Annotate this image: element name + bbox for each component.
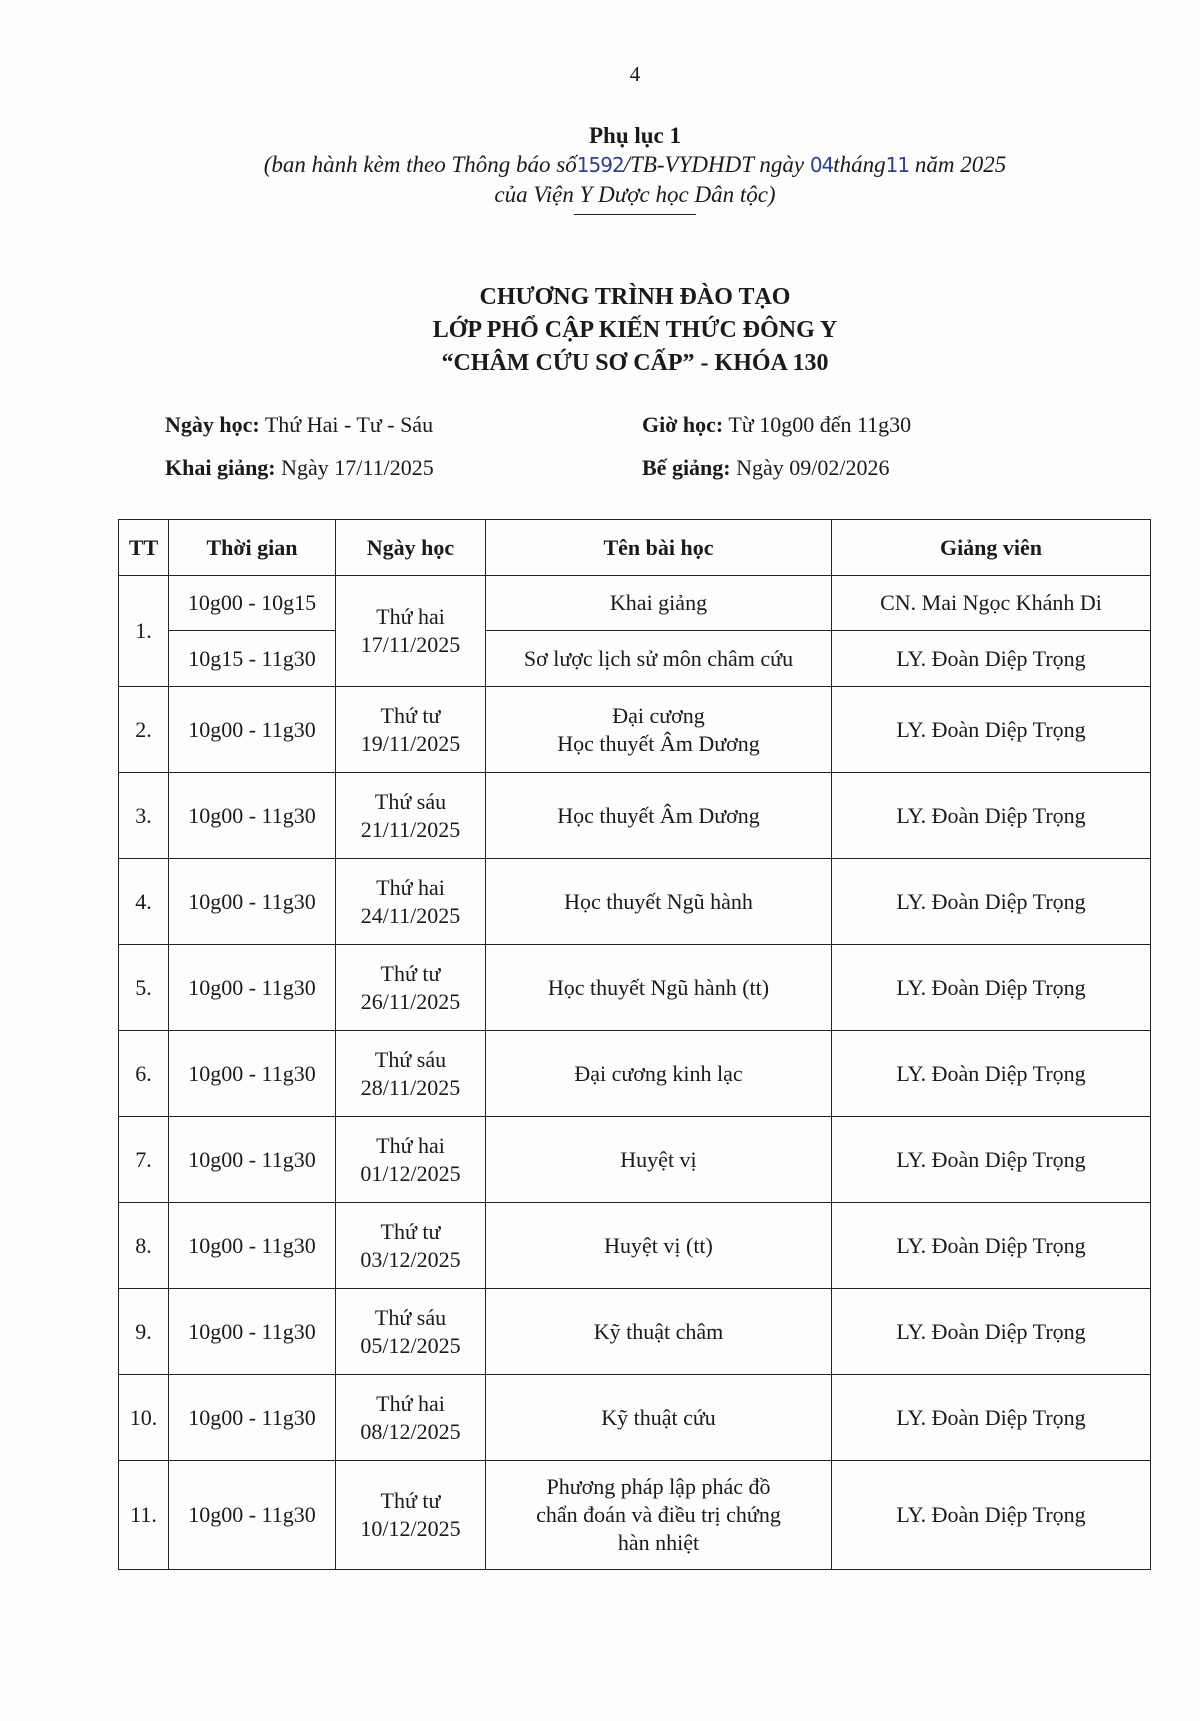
cell-lesson: Học thuyết Ngũ hành (tt) [486,945,832,1031]
appendix-title: Phụ lục 1 [588,123,682,148]
cell-date: Thứ sáu 21/11/2025 [336,773,486,859]
cell-lecturer: LY. Đoàn Diệp Trọng [832,687,1151,773]
cell-time: 10g00 - 11g30 [169,773,336,859]
table-row [119,1117,1151,1203]
table-row [119,773,1151,859]
cell-lecturer: LY. Đoàn Diệp Trọng [832,859,1151,945]
appendix-month-label: tháng [833,152,886,177]
cell-lesson: Khai giảng [486,576,832,631]
table-row [119,576,1151,631]
appendix-year: năm 2025 [914,152,1007,177]
cell-tt: 7. [119,1117,169,1203]
table-row [119,1203,1151,1289]
study-hours [642,412,911,438]
study-days-value: Thứ Hai - Tư - Sáu [264,412,434,437]
study-days-label: Ngày học: [165,412,260,437]
cell-lecturer: LY. Đoàn Diệp Trọng [832,1289,1151,1375]
cell-time: 10g00 - 11g30 [169,945,336,1031]
schedule-table [118,519,1151,1570]
header-lecturer: Giảng viên [832,520,1151,576]
cell-tt: 11. [119,1461,169,1570]
closing-date-label: Bế giảng: [642,455,731,480]
cell-lesson: Kỹ thuật cứu [486,1375,832,1461]
handwritten-notice-number: 1592 [576,153,624,177]
opening-date-label: Khai giảng: [165,455,276,480]
table-row [119,1461,1151,1570]
cell-time: 10g00 - 11g30 [169,1289,336,1375]
opening-date-value: Ngày 17/11/2025 [281,455,434,480]
cell-lesson: Học thuyết Âm Dương [486,773,832,859]
cell-time: 10g00 - 10g15 [169,576,336,631]
study-days [165,412,433,438]
cell-tt: 3. [119,773,169,859]
handwritten-month: 11 [885,153,910,177]
program-title-line-2: LỚP PHỔ CẬP KIẾN THỨC ĐÔNG Y [432,317,838,343]
appendix-reference-line [0,150,1200,180]
cell-time: 10g00 - 11g30 [169,1117,336,1203]
cell-tt: 2. [119,687,169,773]
cell-date: Thứ tư 10/12/2025 [336,1461,486,1570]
cell-tt: 4. [119,859,169,945]
cell-date: Thứ hai 17/11/2025 [336,576,486,687]
cell-lesson: Huyệt vị (tt) [486,1203,832,1289]
header-tt: TT [119,520,169,576]
page-number: 4 [629,62,641,86]
cell-time: 10g00 - 11g30 [169,687,336,773]
cell-time: 10g00 - 11g30 [169,1461,336,1570]
table-row [119,945,1151,1031]
cell-lecturer: LY. Đoàn Diệp Trọng [832,1461,1151,1570]
cell-lesson: Phương pháp lập phác đồ chẩn đoán và điều trị chứng hàn nhiệt [486,1461,832,1570]
header-lesson: Tên bài học [486,520,832,576]
header-time: Thời gian [169,520,336,576]
cell-date: Thứ hai 24/11/2025 [336,859,486,945]
cell-tt: 10. [119,1375,169,1461]
cell-date: Thứ hai 01/12/2025 [336,1117,486,1203]
cell-lesson: Sơ lược lịch sử môn châm cứu [486,631,832,687]
cell-lecturer: LY. Đoàn Diệp Trọng [832,1031,1151,1117]
cell-tt: 5. [119,945,169,1031]
table-row [119,1289,1151,1375]
cell-tt: 6. [119,1031,169,1117]
cell-lecturer: LY. Đoàn Diệp Trọng [832,773,1151,859]
table-row [119,1031,1151,1117]
study-hours-label: Giờ học: [642,412,724,437]
cell-lesson: Đại cương kinh lạc [486,1031,832,1117]
cell-time: 10g00 - 11g30 [169,1375,336,1461]
cell-tt: 9. [119,1289,169,1375]
cell-lecturer: LY. Đoàn Diệp Trọng [832,1375,1151,1461]
cell-lesson: Học thuyết Ngũ hành [486,859,832,945]
program-title-line-1: CHƯƠNG TRÌNH ĐÀO TẠO [479,284,791,310]
table-row [119,631,1151,687]
table-row [119,1375,1151,1461]
handwritten-day: 04 [809,153,834,177]
cell-lecturer: CN. Mai Ngọc Khánh Di [832,576,1151,631]
cell-date: Thứ tư 03/12/2025 [336,1203,486,1289]
table-header-row [119,520,1151,576]
cell-date: Thứ sáu 28/11/2025 [336,1031,486,1117]
cell-lecturer: LY. Đoàn Diệp Trọng [832,1203,1151,1289]
cell-tt: 8. [119,1203,169,1289]
cell-time: 10g00 - 11g30 [169,859,336,945]
cell-date: Thứ tư 19/11/2025 [336,687,486,773]
cell-time: 10g15 - 11g30 [169,631,336,687]
cell-time: 10g00 - 11g30 [169,1203,336,1289]
divider [574,214,696,215]
cell-lesson: Kỹ thuật châm [486,1289,832,1375]
appendix-header [0,122,1200,215]
cell-time: 10g00 - 11g30 [169,1031,336,1117]
cell-date: Thứ hai 08/12/2025 [336,1375,486,1461]
closing-date [642,455,890,481]
cell-date: Thứ sáu 05/12/2025 [336,1289,486,1375]
cell-tt: 1. [119,576,169,687]
study-hours-value: Từ 10g00 đến 11g30 [728,412,912,437]
cell-date: Thứ tư 26/11/2025 [336,945,486,1031]
program-title-line-3: “CHÂM CỨU SƠ CẤP” - KHÓA 130 [441,350,829,376]
appendix-ref-prefix: (ban hành kèm theo Thông báo số [263,152,577,177]
appendix-issuer-line: của Viện Y Dược học Dân tộc) [494,182,776,207]
table-row [119,859,1151,945]
cell-lecturer: LY. Đoàn Diệp Trọng [832,631,1151,687]
header-date: Ngày học [336,520,486,576]
program-title [0,281,1200,380]
cell-lecturer: LY. Đoàn Diệp Trọng [832,1117,1151,1203]
opening-date [165,455,434,481]
table-row [119,687,1151,773]
cell-lesson: Đại cương Học thuyết Âm Dương [486,687,832,773]
closing-date-value: Ngày 09/02/2026 [736,455,890,480]
cell-lesson: Huyệt vị [486,1117,832,1203]
appendix-ref-code: /TB-VYDHDT ngày [623,152,805,177]
cell-lecturer: LY. Đoàn Diệp Trọng [832,945,1151,1031]
